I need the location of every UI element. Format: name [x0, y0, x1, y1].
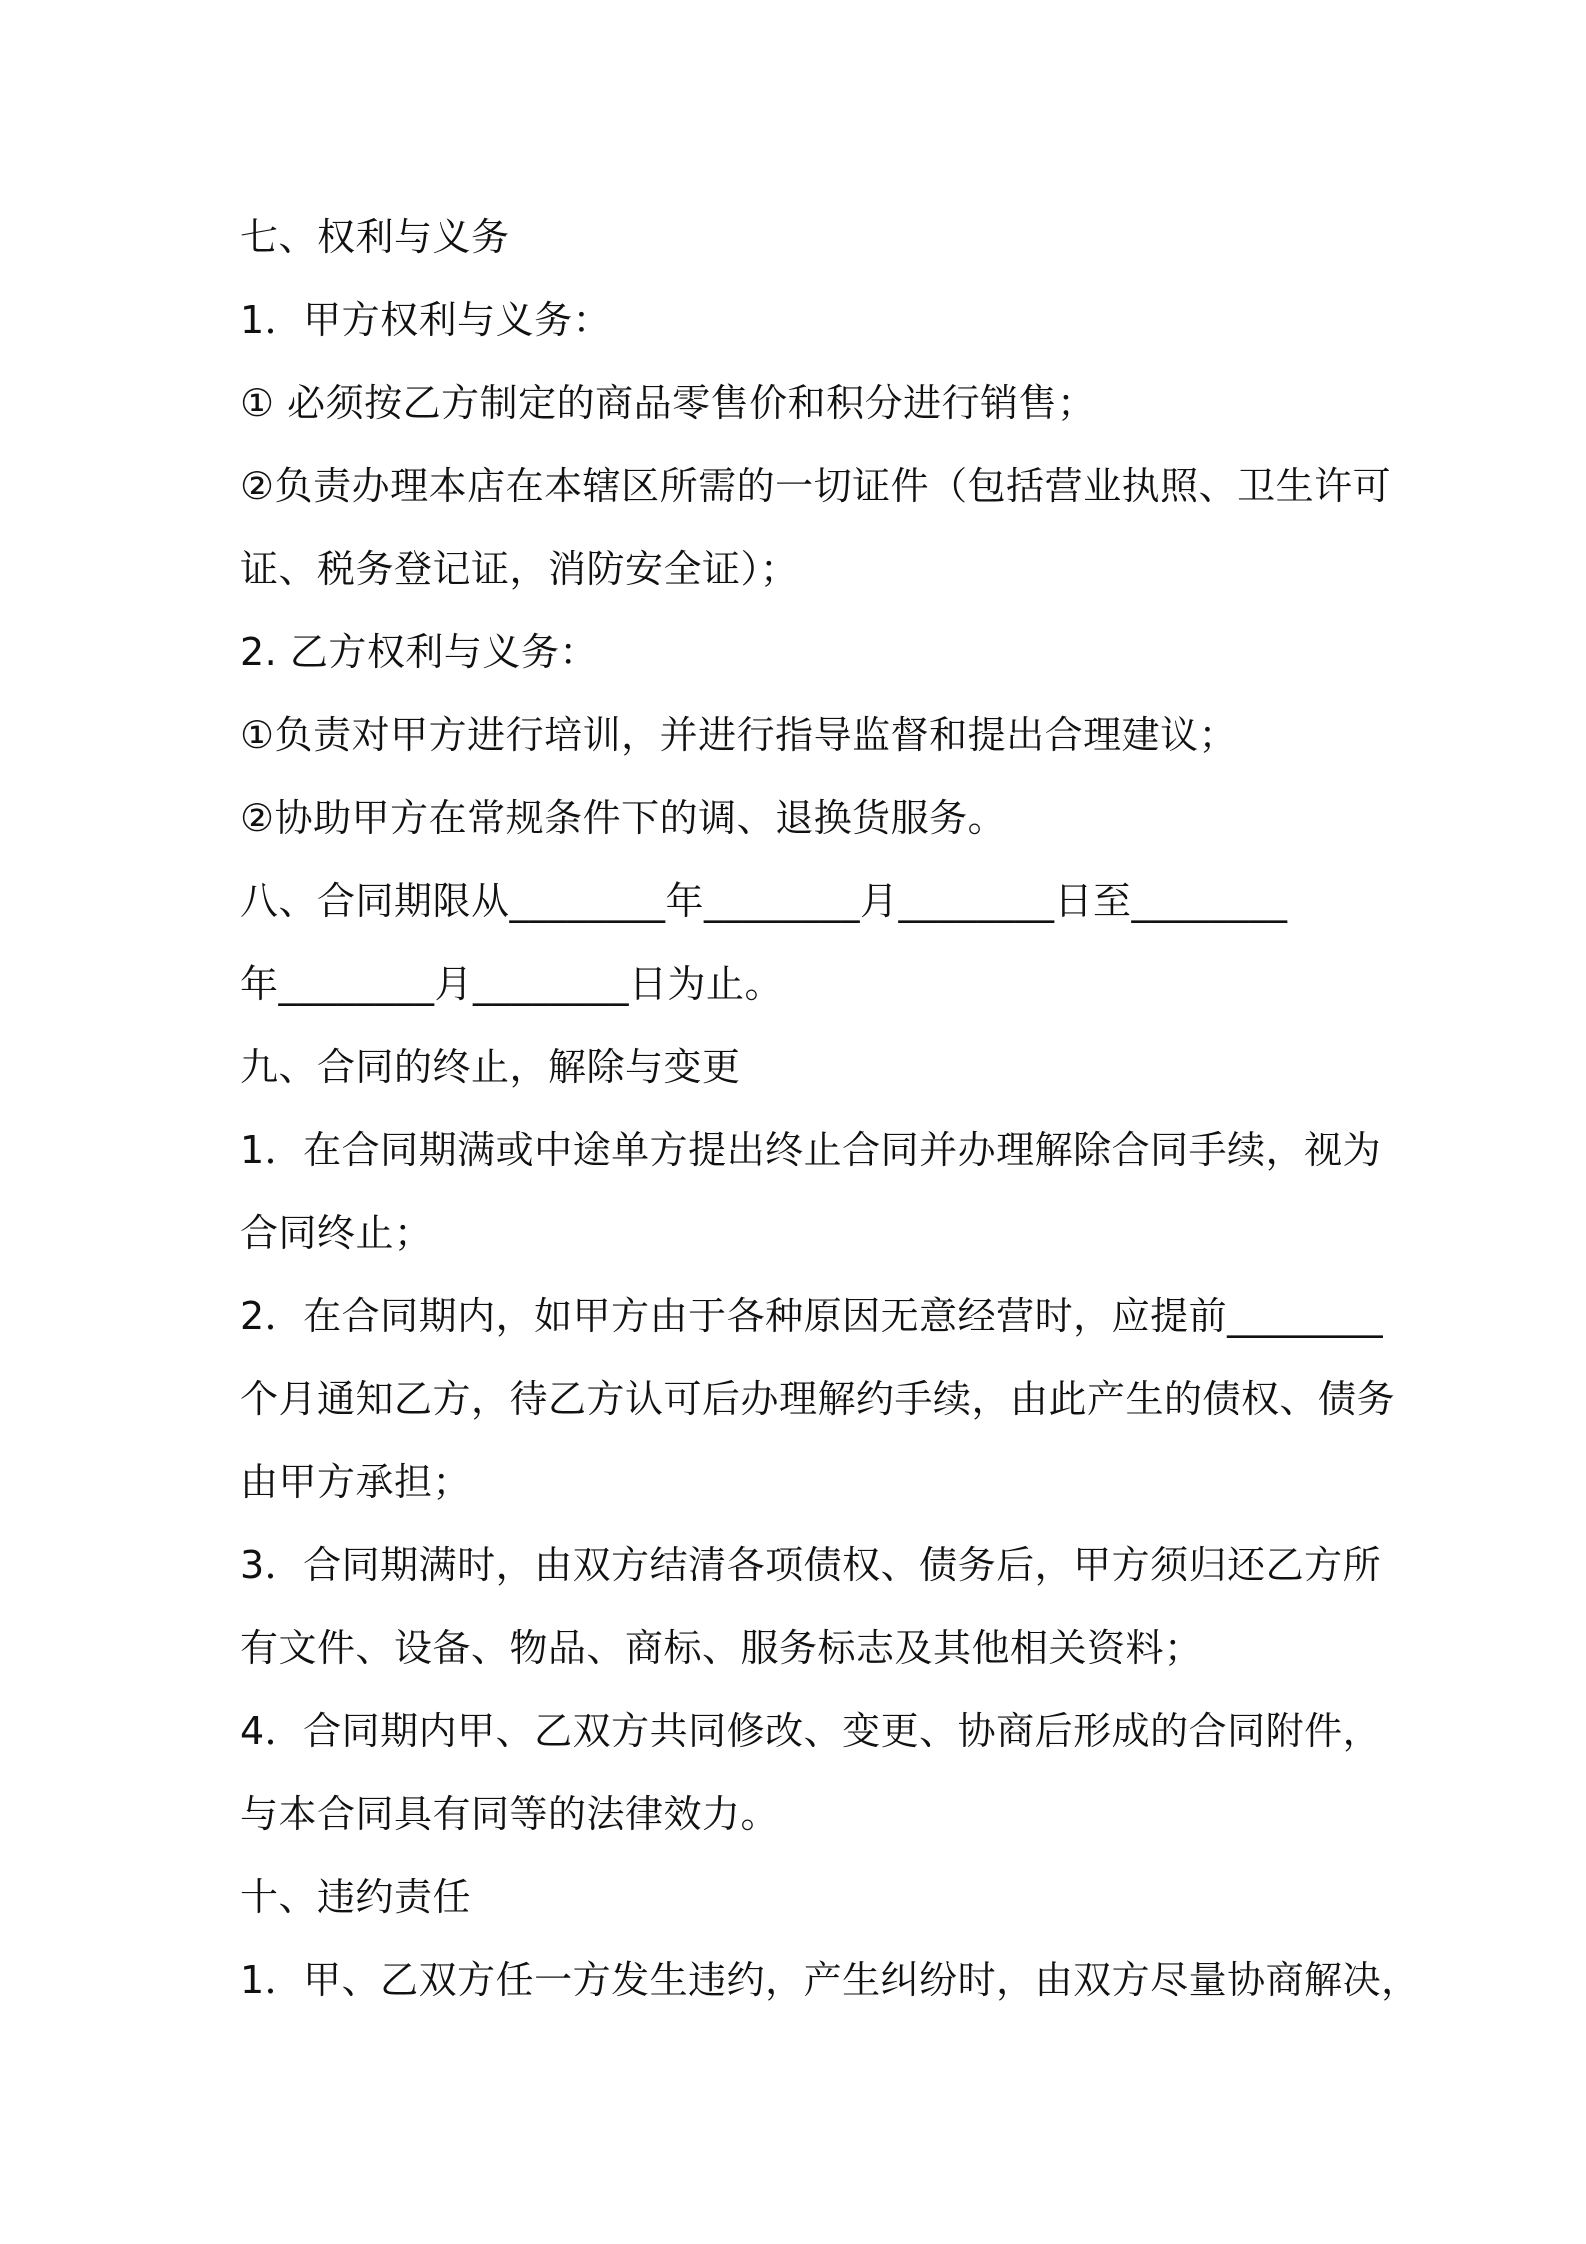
- section-heading-termination: 九、合同的终止，解除与变更: [240, 1045, 741, 1089]
- paragraph-line: 有文件、设备、物品、商标、服务标志及其他相关资料；: [240, 1626, 1203, 1670]
- paragraph-line: ②协助甲方在常规条件下的调、退换货服务。: [240, 796, 1007, 840]
- contract-text: [240, 196, 1420, 2022]
- paragraph-line: ②负责办理本店在本辖区所需的一切证件（包括营业执照、卫生许可: [240, 464, 1392, 508]
- paragraph-line: 个月通知乙方，待乙方认可后办理解约手续，由此产生的债权、债务: [240, 1377, 1396, 1421]
- paragraph-line: 合同终止；: [240, 1211, 433, 1255]
- paragraph-line: 1．在合同期满或中途单方提出终止合同并办理解除合同手续，视为: [240, 1128, 1382, 1172]
- paragraph-line: ①负责对甲方进行培训，并进行指导监督和提出合理建议；: [240, 713, 1238, 757]
- section-heading-rights-obligations: 七、权利与义务: [240, 215, 510, 259]
- party-b-heading: 2. 乙方权利与义务：: [240, 630, 598, 674]
- paragraph-line: ① 必须按乙方制定的商品零售价和积分进行销售；: [240, 381, 1096, 425]
- section-heading-liability: 十、违约责任: [240, 1875, 472, 1919]
- paragraph-line: 证、税务登记证，消防安全证）；: [240, 547, 799, 591]
- party-a-heading: 1．甲方权利与义务：: [240, 298, 612, 342]
- paragraph-line: 年________月________日为止。: [240, 962, 784, 1006]
- paragraph-line: 1．甲、乙双方任一方发生违约，产生纠纷时，由双方尽量协商解决，: [240, 1958, 1420, 2002]
- paragraph-line: 由甲方承担；: [240, 1460, 472, 1504]
- paragraph-line: 与本合同具有同等的法律效力。: [240, 1792, 780, 1836]
- paragraph-line: 2．在合同期内，如甲方由于各种原因无意经营时，应提前________: [240, 1294, 1384, 1338]
- section-heading-contract-term: 八、合同期限从________年________月________日至________: [240, 879, 1288, 923]
- paragraph-line: 3．合同期满时，由双方结清各项债权、债务后，甲方须归还乙方所: [240, 1543, 1382, 1587]
- paragraph-line: 4．合同期内甲、乙双方共同修改、变更、协商后形成的合同附件，: [240, 1709, 1382, 1753]
